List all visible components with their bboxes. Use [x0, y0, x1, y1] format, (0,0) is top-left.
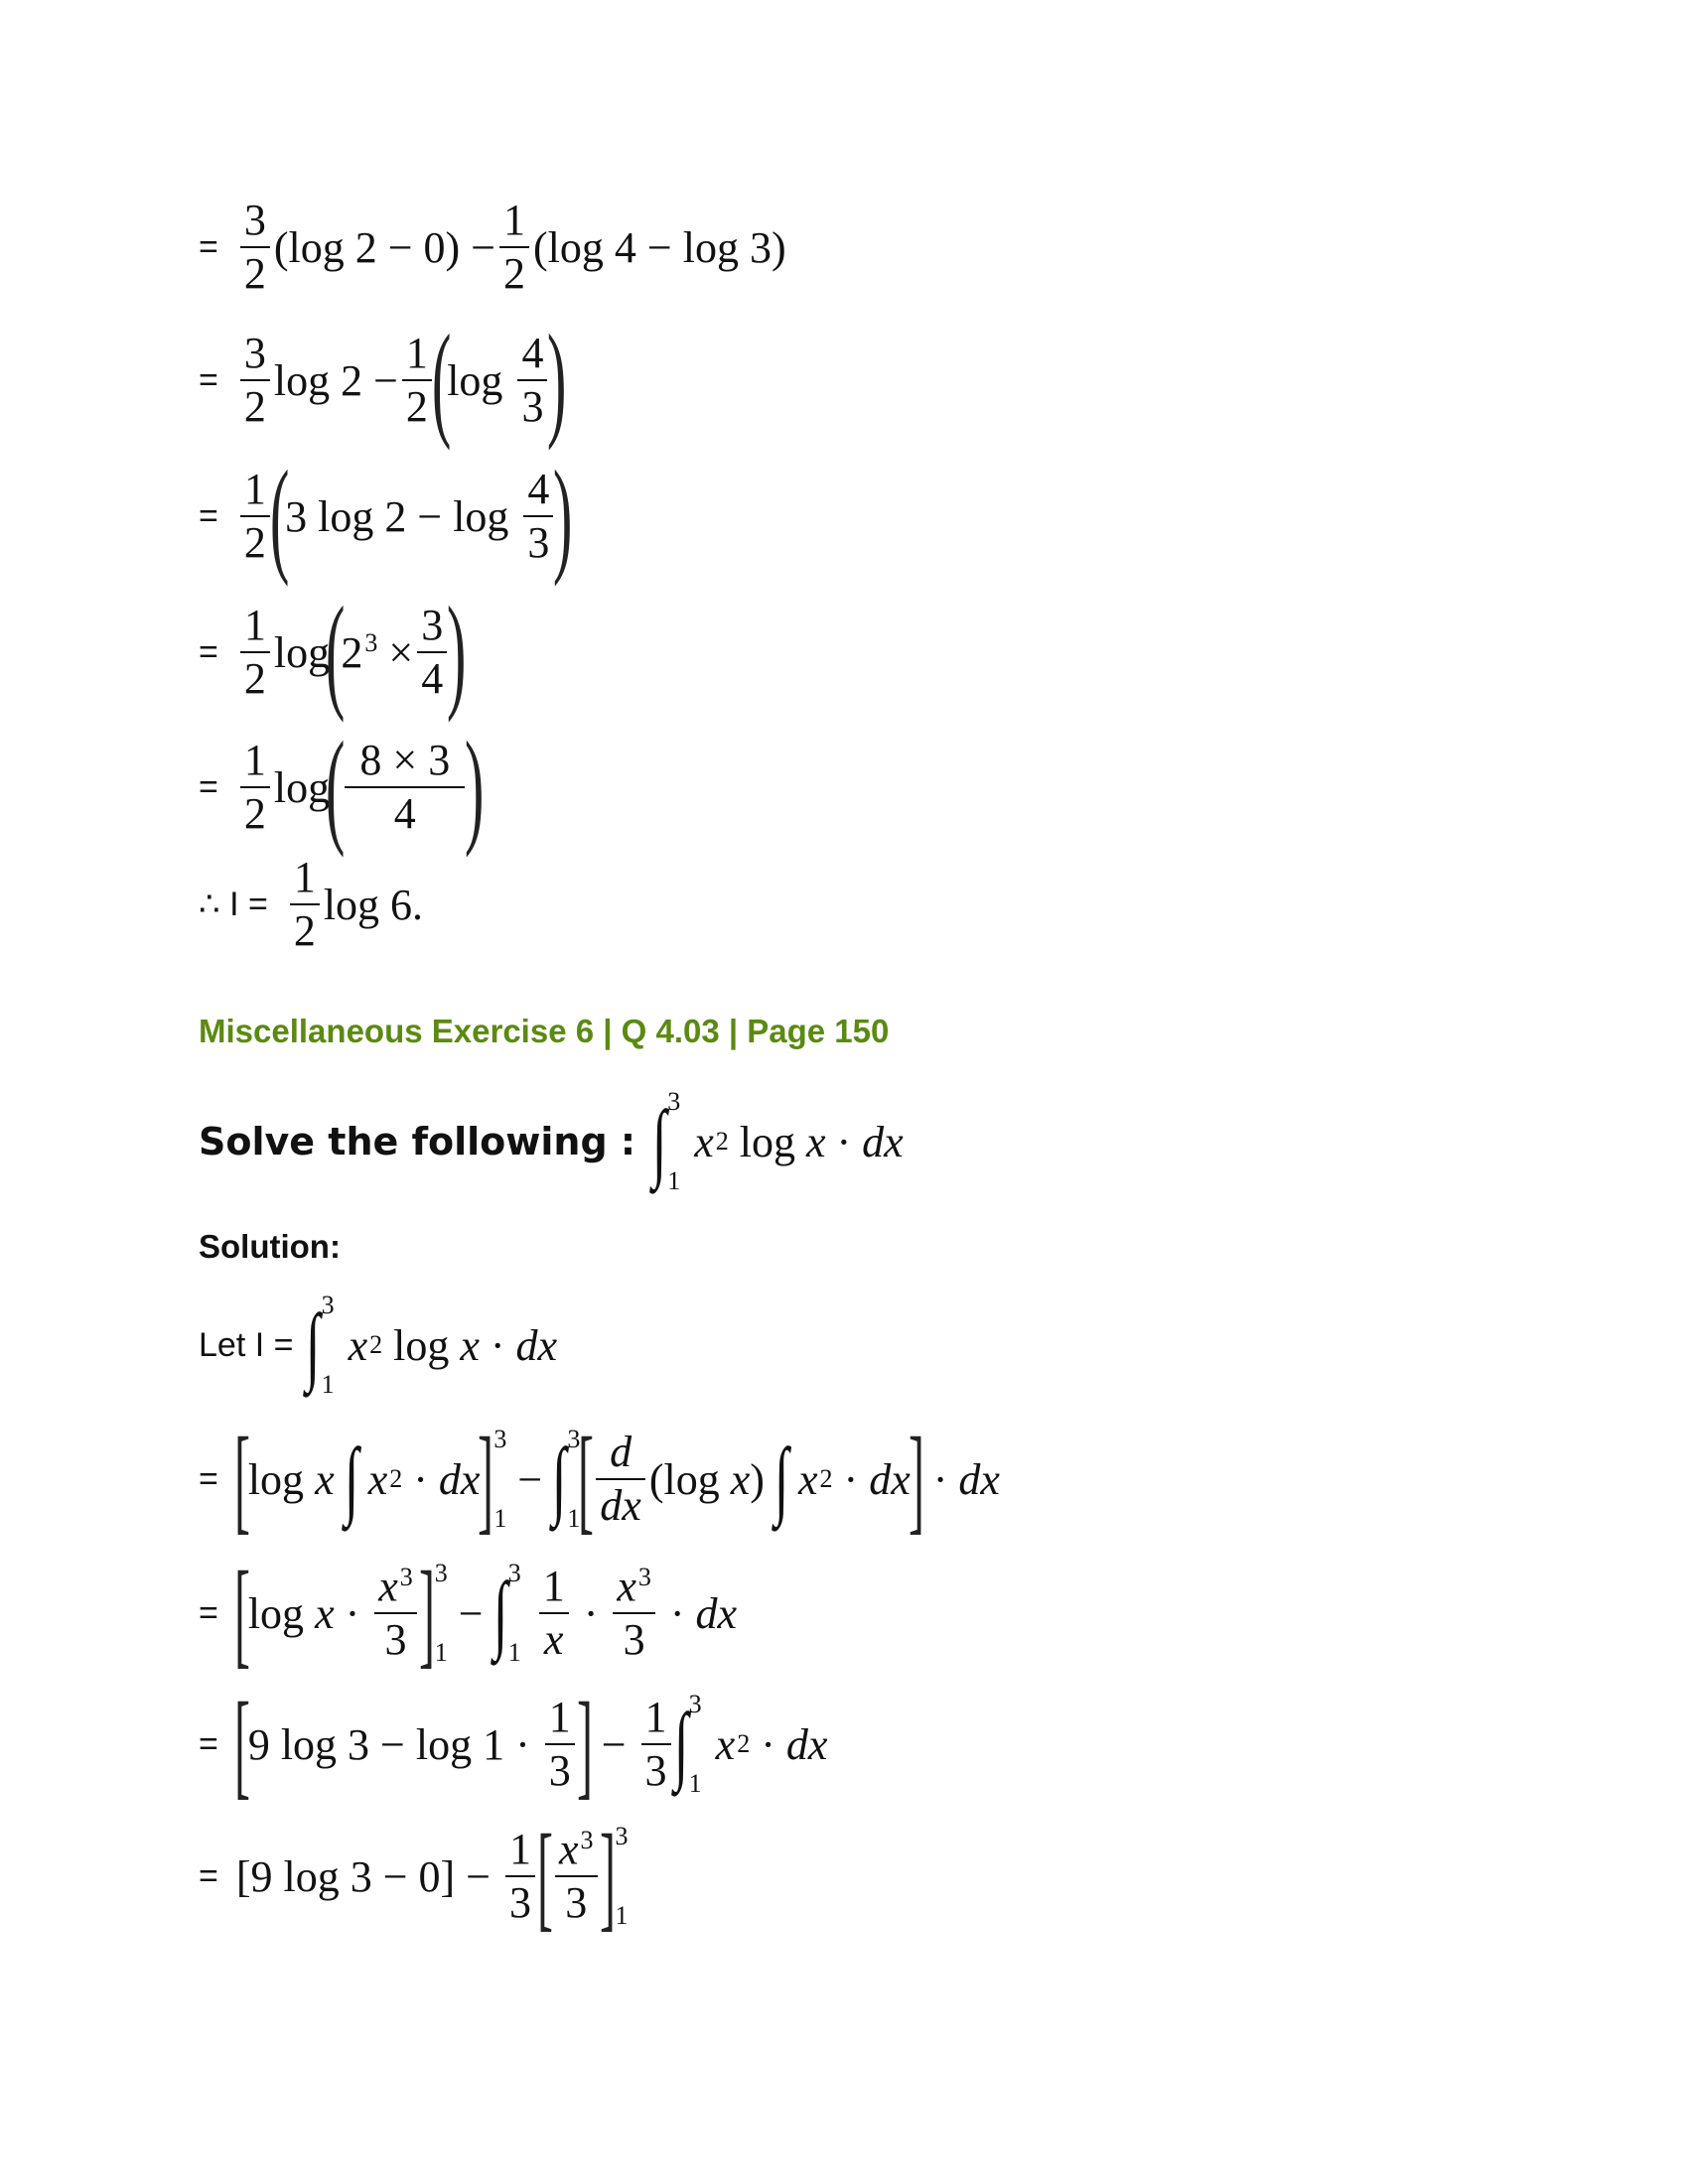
- conclusion-tail: log 6.: [323, 880, 424, 929]
- math-line-5: = $\frac{1}{2}$ log ( $\frac{8 \times 3}{4}$ ): [199, 716, 485, 859]
- solution-step-3: = [ 9 log 3 − log 1 · $\frac{1}{3}$ ] − $\frac{1}{3}$ ∫ 3 1 x 2 · dx: [199, 1678, 828, 1810]
- let-label: Let I =: [199, 1325, 294, 1364]
- math-line-3: = $\frac{1}{2}$ ( 3 log 2 − log $\frac{4}{3}$ ): [199, 445, 573, 588]
- question-statement: Solve the following : ∫ 3 1 x 2 log x · dx: [199, 1087, 904, 1195]
- upper-limit: 3: [667, 1087, 681, 1116]
- integral-sign: ∫: [651, 1093, 667, 1190]
- solution-step-let: Let I = ∫ 3 1 x 2 log x · dx: [199, 1291, 558, 1399]
- lower-limit: 1: [667, 1166, 681, 1195]
- math-line-4: = $\frac{1}{2}$ log ( $2^3$ × $\frac{3}{4}$ ): [199, 581, 467, 724]
- solution-step-2: = [ log x · $\frac{x^3}{3}$ ] 3 1 − ∫ 3 1 $\frac{1}{x}$ · $\frac{x^3}{3}$ · dx: [199, 1547, 738, 1679]
- question-prompt: Solve the following :: [199, 1120, 636, 1163]
- math-line-2: = $\frac{3}{2}$ log 2 − $\frac{1}{2}$ ( log $\frac{4}{3}$ ): [199, 309, 567, 452]
- question-header[interactable]: Miscellaneous Exercise 6 | Q 4.03 | Page 150: [199, 1013, 890, 1049]
- conclusion-prefix: ∴ I =: [199, 886, 268, 923]
- integral-limits: [667, 1087, 680, 1196]
- conclusion-line: ∴ I = $\frac{1}{2}$ log 6.: [199, 853, 424, 955]
- solution-label: Solution:: [199, 1228, 341, 1265]
- math-line-1: = $\frac{3}{2}$ (log 2 − 0) − $\frac{1}{2}$ (log 4 − log 3): [199, 196, 786, 298]
- solution-step-1: = [ log x ∫ x 2 · dx ] 3 1 − ∫ 3 1 [ $\frac{d}{dx}$ (log x) ∫ x 2 · dx ] · dx: [199, 1413, 1000, 1545]
- solution-step-4: = [9 log 3 − 0] − $\frac{1}{3}$ [ $\frac{x^3}{3}$ ] 3 1: [199, 1810, 629, 1942]
